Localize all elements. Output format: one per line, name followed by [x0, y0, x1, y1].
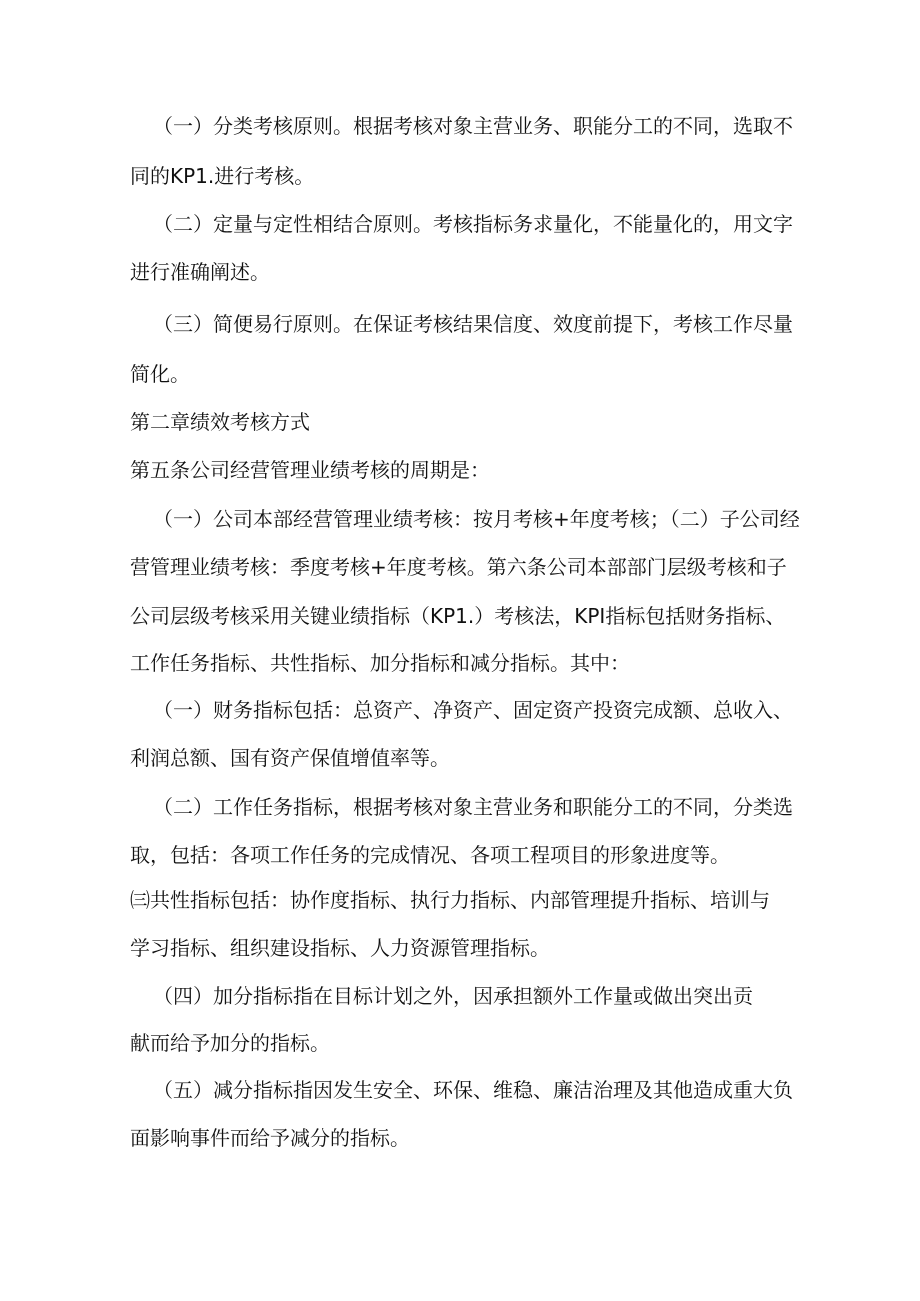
text-line: （四）加分指标指在目标计划之外，因承担额外工作量或做出突出贡 — [153, 984, 753, 1008]
text-line: 取，包括：各项工作任务的完成情况、各项工程项目的形象进度等。 — [130, 843, 730, 867]
text-line: （一）分类考核原则。根据考核对象主营业务、职能分工的不同，选取不 — [153, 114, 793, 138]
text-line: 同的KP1.进行考核。 — [130, 164, 315, 188]
text-line: 简化。 — [130, 362, 190, 386]
text-line: （二）定量与定性相结合原则。考核指标务求量化，不能量化的，用文字 — [153, 212, 793, 236]
text-line: 公司层级考核采用关键业绩指标（KP1.）考核法，KPI指标包括财务指标、 — [130, 604, 786, 628]
text-line: ㈢共性指标包括：协作度指标、执行力指标、内部管理提升指标、培训与 — [130, 888, 770, 912]
text-line: 工作任务指标、共性指标、加分指标和减分指标。其中： — [130, 651, 630, 675]
text-line: 营管理业绩考核：季度考核+年度考核。第六条公司本部部门层级考核和子 — [130, 555, 787, 579]
text-line: 进行准确阐述。 — [130, 260, 270, 284]
text-line: （三）简便易行原则。在保证考核结果信度、效度前提下，考核工作尽量 — [153, 312, 793, 336]
text-line: 学习指标、组织建设指标、人力资源管理指标。 — [130, 936, 550, 960]
text-line: 利润总额、国有资产保值增值率等。 — [130, 746, 450, 770]
text-line: （一）公司本部经营管理业绩考核：按月考核+年度考核；（二）子公司经 — [153, 507, 800, 531]
text-line: （五）减分指标指因发生安全、环保、维稳、廉洁治理及其他造成重大负 — [153, 1078, 793, 1102]
text-line: 献而给予加分的指标。 — [130, 1031, 330, 1055]
text-line: 面影响事件而给予减分的指标。 — [130, 1126, 410, 1150]
article-heading: 第五条公司经营管理业绩考核的周期是： — [130, 458, 490, 482]
text-line: （一）财务指标包括：总资产、净资产、固定资产投资完成额、总收入、 — [153, 698, 793, 722]
chapter-heading: 第二章绩效考核方式 — [130, 410, 310, 434]
text-line: （二）工作任务指标，根据考核对象主营业务和职能分工的不同，分类选 — [153, 795, 793, 819]
